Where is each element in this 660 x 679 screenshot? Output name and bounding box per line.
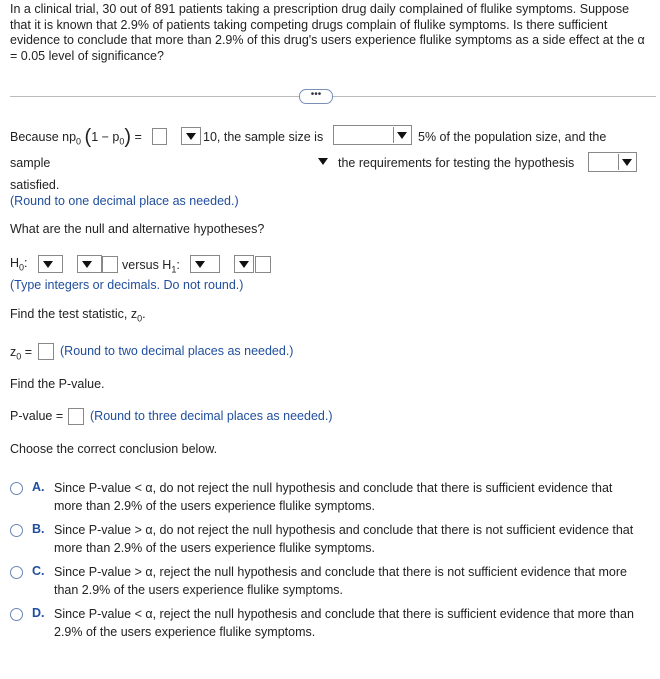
radio-b[interactable] bbox=[10, 524, 23, 537]
z0-note: (Round to two decimal places as needed.) bbox=[60, 344, 294, 358]
hypotheses-note: (Type integers or decimals. Do not round.) bbox=[10, 278, 244, 292]
z0-label: $z_0$ = bbox=[10, 345, 33, 362]
h1-value-box[interactable] bbox=[255, 256, 271, 273]
option-text: Since P-value > α, do not reject the null hypothesis and conclude that there is not sufficient evidence that more than 2.9% of the users experience flulike symptoms. bbox=[54, 523, 634, 555]
conclusion-prompt: Choose the correct conclusion below. bbox=[10, 442, 218, 456]
separator bbox=[10, 96, 656, 97]
sample-size-dropdown[interactable] bbox=[333, 125, 412, 145]
h0-parameter-dropdown[interactable] bbox=[38, 255, 63, 273]
satisfied-text: satisfied. bbox=[10, 178, 60, 192]
test-stat-prompt: Find the test statistic, $z_0$. bbox=[10, 307, 146, 324]
h1-operator-dropdown[interactable] bbox=[234, 255, 254, 273]
hypotheses-prompt: What are the null and alternative hypotheses? bbox=[10, 222, 265, 236]
radio-a[interactable] bbox=[10, 482, 23, 495]
option-text: Since P-value > α, reject the null hypothesis and conclude that there is not sufficient evidence that more than 2.9% of the users experience flulike symptoms. bbox=[54, 565, 627, 597]
requirements-text: the requirements for testing the hypothesis bbox=[338, 156, 575, 170]
pvalue-label: P-value = bbox=[10, 409, 64, 423]
requirements-dropdown[interactable] bbox=[588, 152, 637, 172]
radio-c[interactable] bbox=[10, 566, 23, 579]
h0-operator-dropdown[interactable] bbox=[77, 255, 102, 273]
versus-label: versus $H_1$: bbox=[122, 258, 180, 275]
h0-label: $H_0$: bbox=[10, 256, 28, 273]
h0-value-box[interactable] bbox=[102, 256, 118, 273]
condition-text: Because $np_0$ $(1 - p_0)$ = bbox=[10, 126, 142, 148]
option-letter: A. bbox=[32, 480, 45, 494]
sample-text: sample bbox=[10, 156, 51, 170]
sample-dropdown[interactable] bbox=[55, 152, 333, 172]
five-percent-text: 5% of the population size, and the bbox=[418, 130, 607, 144]
pvalue-note: (Round to three decimal places as needed.) bbox=[90, 409, 333, 423]
option-text: Since P-value < α, reject the null hypothesis and conclude that there is sufficient evidence that more than 2.9% of the users experience flulike symptoms. bbox=[54, 607, 634, 639]
condition-ten-text: 10, the sample size is bbox=[203, 130, 324, 144]
radio-d[interactable] bbox=[10, 608, 23, 621]
option-letter: D. bbox=[32, 606, 45, 620]
pvalue-prompt: Find the P-value. bbox=[10, 377, 105, 391]
z0-input[interactable] bbox=[38, 343, 54, 360]
comparison-dropdown[interactable] bbox=[181, 127, 201, 145]
option-text: Since P-value < α, do not reject the null hypothesis and conclude that there is sufficient evidence that more than 2.9% of the users experience flulike symptoms. bbox=[54, 481, 613, 513]
np-answer-box[interactable] bbox=[152, 128, 167, 145]
pvalue-input[interactable] bbox=[68, 408, 84, 425]
h1-parameter-dropdown[interactable] bbox=[190, 255, 220, 273]
option-letter: B. bbox=[32, 522, 45, 536]
round-note: (Round to one decimal place as needed.) bbox=[10, 194, 239, 208]
more-button[interactable]: ••• bbox=[299, 89, 333, 104]
option-letter: C. bbox=[32, 564, 45, 578]
question-text: In a clinical trial, 30 out of 891 patients taking a prescription drug daily complained of flulike symptoms. Suppose that it is known that 2.9% of patients taking competing drugs complain of flulike symptoms. Is there sufficient evidence to conclude that more than 2.9% of this drug's users experience flulike symptoms as a side effect at the α = 0.05 level of significance? bbox=[10, 2, 645, 63]
